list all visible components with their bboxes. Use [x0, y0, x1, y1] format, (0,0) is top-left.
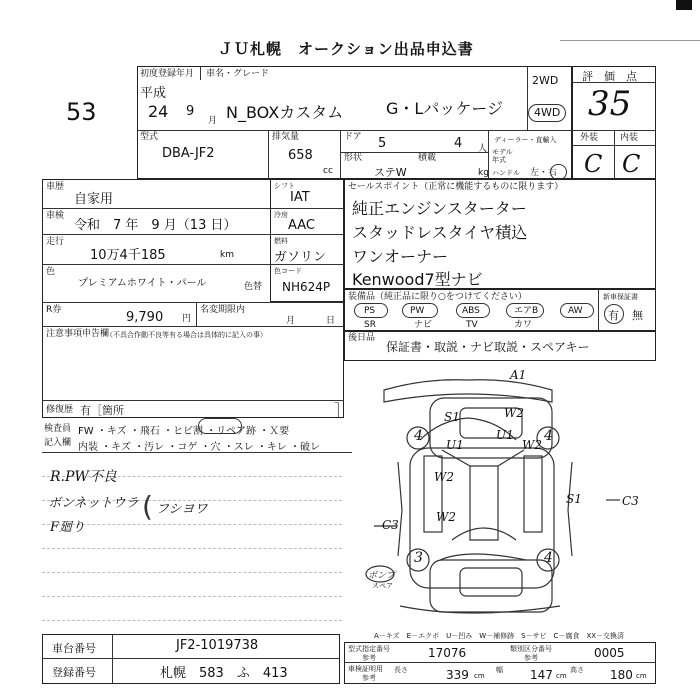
ac-value: AAC — [288, 218, 315, 233]
inspection-label: 車検 — [46, 211, 65, 221]
dims-label: 車検証明用 — [348, 665, 383, 673]
equip-abs: ABS — [462, 306, 480, 316]
mileage-value: 10万4千185 — [90, 248, 166, 263]
doors-label: ドア — [344, 132, 362, 142]
mark-w2-top: W2 — [504, 406, 524, 420]
class-label: 類別区分番号 — [510, 645, 552, 653]
mark-4-fl: 4 — [414, 428, 423, 444]
mark-w2-lower: W2 — [436, 510, 456, 524]
tax-day: 日 — [326, 316, 336, 326]
hand-note-3: F廻り — [50, 520, 86, 535]
displacement-value: 658 — [288, 148, 313, 163]
hand-note-1: R.PW不良 — [50, 469, 117, 485]
dims-ref-label: 参考 — [362, 674, 376, 682]
sales-points-label: セールスポイント（正常に機能するものに限ります） — [348, 182, 564, 192]
width-value: 147 — [530, 668, 553, 682]
height-value: 180 — [610, 668, 633, 682]
inspector-row-1: FW ・キズ ・飛石 ・ヒビ割 ・リペア跡 ・Ｘ要 — [78, 426, 290, 437]
hand-note-2: ボンネットウラ — [48, 496, 139, 511]
recycle-unit: 円 — [182, 314, 192, 324]
equip-pw: PW — [410, 306, 425, 316]
mark-u1-b: U1 — [446, 438, 464, 452]
reg-month: 9 — [186, 104, 195, 119]
displacement-label: 排気量 — [272, 132, 300, 142]
mark-w2-mid: W2 — [522, 438, 542, 452]
page-title: ＪＵ札幌 オークション出品申込書 — [218, 40, 474, 58]
equip-ps: PS — [364, 306, 376, 316]
width-label: 幅 — [496, 666, 503, 674]
displacement-unit: cc — [323, 166, 333, 176]
notes-sub: （不具合作動不良等有る場合は具体的に記入の事） — [106, 331, 267, 339]
drive-4wd: 4WD — [534, 106, 561, 119]
recycle-value: 9,790 — [126, 310, 164, 325]
equip-leather: カワ — [514, 320, 533, 330]
shift-label: シフト — [274, 182, 295, 190]
fuel-label: 燃料 — [274, 237, 288, 245]
mark-spare: スペア — [372, 582, 393, 590]
color-value: プレミアムホワイト・パール — [78, 278, 207, 289]
spec-value: 17076 — [428, 646, 467, 660]
handle-value: 左・右 — [530, 168, 558, 178]
fuel-value: ガソリン — [274, 250, 327, 265]
class-ref-label: 参考 — [524, 654, 538, 662]
capacity-value: 4 — [454, 136, 463, 151]
mark-4-rr: 4 — [544, 550, 553, 566]
doors-value: 5 — [378, 136, 387, 151]
inspector-label-1: 検査員 — [44, 424, 72, 434]
exterior-value: C — [584, 150, 603, 178]
height-unit: cm — [636, 672, 647, 680]
model-name: N_BOXカスタム — [226, 103, 344, 122]
length-value: 339 — [446, 668, 469, 682]
sales-point-4: Kenwood7型ナビ — [352, 270, 483, 289]
mark-3-rl: 3 — [414, 550, 423, 566]
reg-year: 24 — [148, 102, 169, 121]
color-sub-label: 色替 — [244, 282, 263, 292]
capacity-unit: 人 — [478, 144, 488, 154]
repair-label: 修復歴 — [46, 405, 74, 415]
inspection-value: 令和 7 年 9 月（13 日） — [74, 218, 237, 233]
interior-value: C — [622, 150, 641, 178]
era: 平成 — [140, 86, 167, 101]
dealer-label: ディーラー・直輸入 — [494, 136, 557, 144]
shape-value: ステW — [374, 166, 407, 179]
mileage-unit: km — [220, 250, 234, 260]
new-car-warranty-label: 新車保証書 — [603, 293, 638, 301]
tax-label: 名変期限内 — [200, 305, 246, 315]
score-value: 35 — [588, 84, 632, 124]
equip-navi: ナビ — [414, 320, 433, 330]
mark-s1-right: S1 — [566, 492, 582, 506]
shape-label: 形状 — [344, 153, 363, 163]
tax-month: 月 — [286, 316, 296, 326]
inspector-row-2: 内装 ・キズ ・汚レ ・コゲ ・穴 ・スレ ・キレ ・破レ — [78, 442, 320, 453]
drive-2wd: 2WD — [532, 74, 559, 87]
model-grade-label: 車名・グレード — [206, 69, 270, 79]
sales-point-2: スタッドレスタイヤ積込 — [352, 223, 528, 242]
length-unit: cm — [474, 672, 485, 680]
ac-label: 冷房 — [274, 211, 288, 219]
equipment-label: 装備品（純正品に限り○をつけてください） — [348, 292, 527, 302]
type-value: DBA-JF2 — [162, 146, 215, 161]
type-label: 型式 — [140, 132, 159, 142]
damage-legend: A－キズ E－エクボ U－凹み W－補修跡 S－サビ C－腐食 XX－交換済 — [374, 632, 625, 640]
load-unit: kg — [478, 168, 489, 178]
equip-airbag: エアB — [514, 306, 539, 316]
color-code-value: NH624P — [282, 280, 331, 294]
color-code-label: 色コード — [274, 267, 302, 275]
recycle-label: R券 — [46, 305, 62, 315]
score-label: 評 価 点 — [582, 70, 637, 83]
spec-label: 型式指定番号 — [348, 645, 390, 653]
model-year-label: モデル 年式 — [492, 148, 513, 164]
warranty-no: 無 — [632, 309, 643, 322]
notes-label: 注意事項申告欄 — [46, 329, 110, 339]
mark-c3-right: C3 — [622, 494, 639, 508]
lot-number: 53 — [66, 98, 97, 126]
hand-note-4: フシヨワ — [156, 502, 208, 517]
mark-u1-a: U1 — [496, 428, 514, 442]
color-label: 色 — [46, 267, 56, 277]
load-label: 積載 — [418, 153, 437, 163]
mark-a1: A1 — [510, 368, 527, 382]
chassis-value: JF2-1019738 — [176, 638, 259, 653]
length-label: 長さ — [394, 666, 408, 674]
sales-point-1: 純正エンジンスターター — [352, 199, 527, 218]
reg-value: 札幌 583 ふ 413 — [160, 666, 288, 681]
height-label: 高さ — [570, 666, 584, 674]
shift-value: IAT — [290, 190, 310, 205]
mark-w2-left: W2 — [434, 470, 454, 484]
repair-bracket-end: ］ — [334, 401, 351, 420]
reg-month-unit: 月 — [208, 116, 218, 126]
mark-c3-left: C3 — [382, 518, 399, 532]
history-label: 車歴 — [46, 182, 65, 192]
mileage-label: 走行 — [46, 237, 65, 247]
extras-value: 保証書・取説・ナビ取説・スペアキー — [386, 340, 590, 354]
mark-bump: ボンプ — [368, 571, 396, 581]
grade-name: G・Lパッケージ — [386, 99, 503, 118]
exterior-label: 外装 — [580, 133, 599, 143]
interior-label: 内装 — [620, 133, 639, 143]
extras-label: 後日品 — [348, 333, 376, 343]
equip-aw: AW — [568, 306, 583, 316]
mark-4-fr: 4 — [544, 428, 553, 444]
class-value: 0005 — [594, 646, 625, 660]
first-reg-label: 初度登録年月 — [140, 69, 195, 79]
equip-tv: TV — [466, 320, 478, 330]
mark-s1-left: S1 — [444, 410, 460, 424]
inspector-label-2: 記入欄 — [44, 438, 72, 448]
handle-label: ハンドル — [492, 169, 520, 177]
repair-value: 有［箇所 — [80, 404, 124, 417]
spec-ref-label: 参考 — [362, 654, 376, 662]
equip-sr: SR — [364, 320, 376, 330]
chassis-label: 車台番号 — [52, 642, 96, 655]
width-unit: cm — [556, 672, 567, 680]
warranty-yes: 有 — [608, 309, 619, 322]
reg-label: 登録番号 — [52, 666, 96, 679]
history-value: 自家用 — [74, 192, 114, 207]
sales-point-3: ワンオーナー — [352, 247, 449, 266]
note-bracket: ( — [142, 490, 153, 523]
